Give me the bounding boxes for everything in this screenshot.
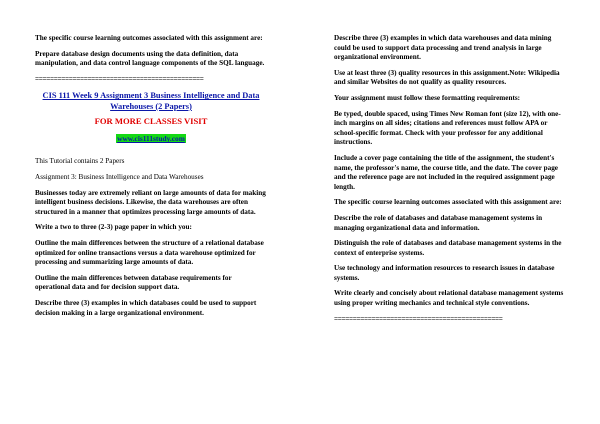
body-paragraph: Businesses today are extremely reliant on large amounts of data for making intelligent business decisions. Likewise, the data warehouses are often structured in a manner that optimizes processing large amounts of data.: [35, 188, 266, 216]
body-paragraph: Distinguish the role of databases and database management systems in the context of enterprise systems.: [334, 239, 562, 257]
separator-line: =============================================: [35, 74, 204, 83]
separator-line: =============================================: [334, 314, 503, 323]
body-paragraph: Write a two to three (2-3) page paper in which you:: [35, 223, 192, 232]
left-column: [35, 34, 267, 324]
body-paragraph: Include a cover page containing the title of the assignment, the student's name, the professor's name, the course title, and the date. The cover page and the reference page are not included in the required assignment page length.: [334, 153, 558, 191]
body-paragraph: The specific course learning outcomes associated with this assignment are:: [334, 198, 562, 207]
body-paragraph: Describe three (3) examples in which databases could be used to support decision making in a large organizational environment.: [35, 298, 257, 317]
right-column: [334, 34, 566, 331]
website-link-wrap: [35, 128, 267, 146]
assignment-heading: Assignment 3: Business Intelligence and Data Warehouses: [35, 172, 204, 181]
body-paragraph: Be typed, double spaced, using Times New Roman font (size 12), with one-inch margins on all sides; citations and references must follow APA or school-specific format. Check with your professor for any additional instructions.: [334, 109, 561, 147]
tutorial-note: This Tutorial contains 2 Papers: [35, 157, 125, 166]
website-link[interactable]: www.cis111study.com: [117, 134, 185, 144]
body-paragraph: Describe the role of databases and database management systems in managing organizational data and information.: [334, 213, 543, 232]
body-paragraph: Write clearly and concisely about relational database management systems using proper writing mechanics and technical style conventions.: [334, 289, 564, 308]
body-paragraph: Describe three (3) examples in which data warehouses and data mining could be used to support data processing and trend analysis in large organizational environment.: [334, 34, 552, 62]
body-paragraph: Outline the main differences between database requirements for operational data and for decision support data.: [35, 273, 232, 292]
document-title[interactable]: CIS 111 Week 9 Assignment 3 Business Intelligence and Data Warehouses (2 Papers): [42, 91, 260, 111]
body-paragraph: Outline the main differences between the structure of a relational database optimized for online transactions versus a data warehouse optimized for processing and summarizing large amounts of data.: [35, 238, 264, 267]
body-paragraph: Your assignment must follow these formatting requirements:: [334, 93, 521, 102]
outcome-item: Prepare database design documents using the data definition, data manipulation, and data control language components of the SQL language.: [35, 49, 265, 68]
more-classes-banner: FOR MORE CLASSES VISIT: [94, 116, 208, 127]
outcomes-intro: The specific course learning outcomes associated with this assignment are:: [35, 34, 263, 42]
body-paragraph: Use at least three (3) quality resources in this assignment.Note: Wikipedia and similar Websites do not qualify as quality resources.: [334, 68, 560, 87]
body-paragraph: Use technology and information resources to research issues in database systems.: [334, 264, 555, 282]
